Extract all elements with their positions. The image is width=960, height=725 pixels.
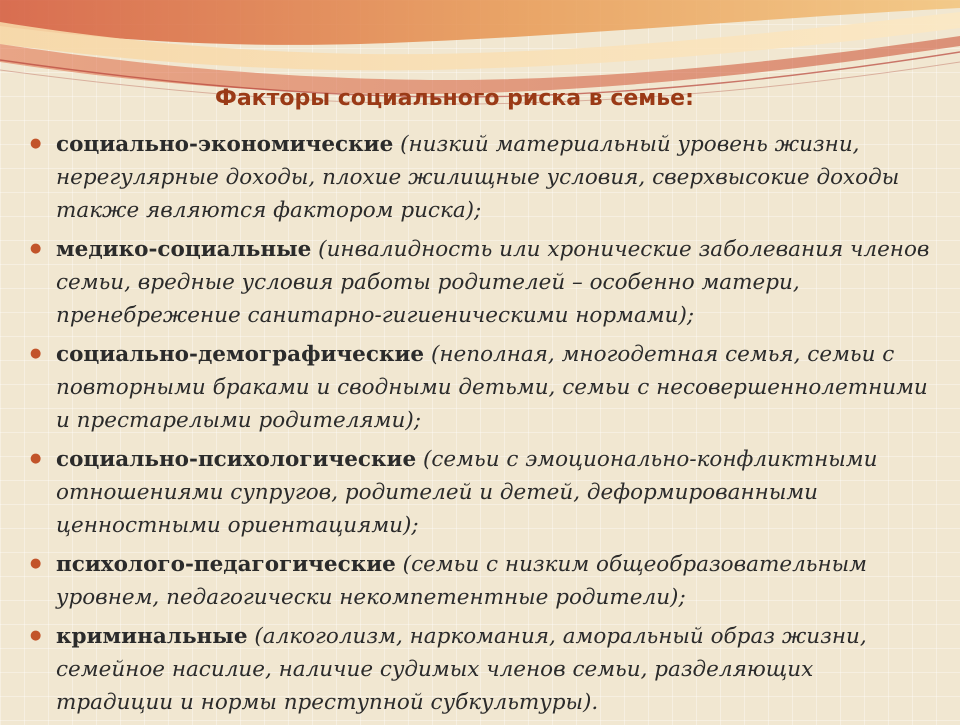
list-item — [28, 443, 933, 542]
factor-text — [56, 443, 933, 542]
factor-term: медико-социальные — [56, 237, 312, 262]
factor-text — [56, 128, 933, 227]
factor-term: криминальные — [56, 624, 248, 649]
factor-term: социально-демографические — [56, 342, 425, 367]
slide-title: Факторы социального риска в семье: — [215, 86, 694, 111]
factor-description: (инвалидность или хронические заболевания членов семьи, вредные условия работы родителей – особенно матери, пренебрежение санитарно-гигиеническими нормами); — [56, 237, 930, 328]
factor-text — [56, 548, 933, 614]
factor-term: психолого-педагогические — [56, 552, 396, 577]
bullet-dot-icon: ● — [30, 628, 42, 643]
list-item — [28, 128, 933, 227]
list-item — [28, 338, 933, 437]
factor-text — [56, 620, 933, 719]
factor-list — [28, 128, 933, 725]
bullet-dot-icon: ● — [30, 241, 42, 256]
list-item — [28, 620, 933, 719]
bullet-dot-icon: ● — [30, 346, 42, 361]
factor-description: (семьи с эмоционально-конфликтными отношениями супругов, родителей и детей, деформированными ценностными ориентациями); — [56, 447, 878, 538]
factor-description: (неполная, многодетная семья, семьи с повторными браками и сводными детьми, семьи с несовершеннолетними и престарелыми родителями); — [56, 342, 928, 433]
factor-term: социально-экономические — [56, 132, 394, 157]
bullet-dot-icon: ● — [30, 451, 42, 466]
bullet-dot-icon: ● — [30, 556, 42, 571]
factor-text — [56, 338, 933, 437]
factor-description: (алкоголизм, наркомания, аморальный образ жизни, семейное насилие, наличие судимых членов семьи, разделяющих традиции и нормы преступной субкультуры). — [56, 624, 867, 715]
factor-description: (низкий материальный уровень жизни, нерегулярные доходы, плохие жилищные условия, сверхвысокие доходы также являются фактором риска); — [56, 132, 900, 223]
factor-text — [56, 233, 933, 332]
factor-description: (семьи с низким общеобразовательным уровнем, педагогически некомпетентные родители); — [56, 552, 867, 610]
bullet-dot-icon: ● — [30, 136, 42, 151]
list-item — [28, 233, 933, 332]
factor-term: социально-психологические — [56, 447, 417, 472]
list-item — [28, 548, 933, 614]
